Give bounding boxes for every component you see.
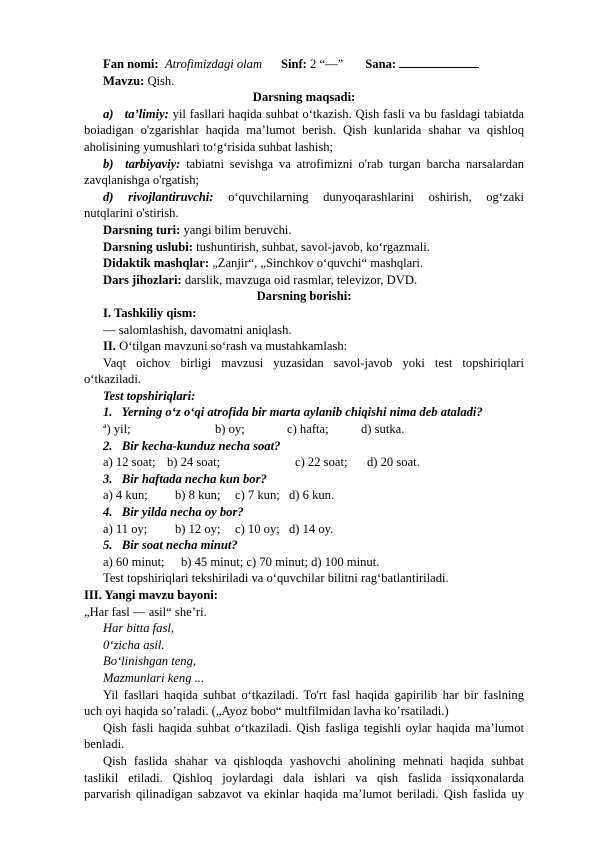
paragraph-2-line2: benladi. (84, 737, 125, 752)
topic-line (84, 73, 524, 90)
section-1-item: — salomlashish, davomatni aniqlash. (103, 322, 292, 337)
option: a) 4 kun; (103, 488, 148, 503)
option: a) 11 oy; (103, 521, 148, 536)
question-4-options (84, 521, 524, 538)
option: d) 6 kun. (289, 488, 335, 503)
poem-line: 0‘zicha asil. (103, 637, 165, 652)
question-4 (84, 504, 524, 521)
poem-line: Mazmunlari keng ... (103, 670, 205, 685)
paragraph-2-line1: Qish fasli haqida suhbat o‘tkaziladi. Qish fasliga tegishli oylar haqida ma’lumot (103, 720, 524, 735)
question-text: Yerning o‘z o‘qi atrofida bir marta aylanib chiqishi nima deb ataladi? (121, 405, 483, 420)
goal-a-line3: aholisining yumushlari to‘g‘risida suhbat lashish; (84, 139, 334, 154)
option: ª) yil; (103, 422, 131, 437)
lesson-method-value: tushuntirish, suhbat, savol-javob, ko‘rgazmali. (196, 239, 430, 254)
paragraph-1-line1: Yil fasllari haqida suhbat o‘tkaziladi. To'rt fasl haqida gapirilib har bir faslning (103, 687, 524, 702)
paragraph-1-line2: uch oyi haqida so’raladi. („Ayoz bobo“ multfilmidan lavha ko’rsatiladi.) (84, 704, 449, 719)
didactic-line (84, 255, 524, 272)
question-text: Bir soat necha minut? (121, 538, 238, 553)
option: b) oy; (215, 422, 245, 437)
lesson-type-line (84, 222, 524, 239)
goal-b-text1: tabiatni sevishga va atrofimizni o'rab turgan barcha narsalardan (186, 156, 524, 171)
question-text: Bir kecha-kunduz necha soat? (121, 438, 281, 453)
equipment-value: darslik, mavzuga oid rasmlar, televizor, DVD. (184, 272, 418, 287)
subject-value: Atrofimizdagi olam (164, 57, 263, 71)
option: c) hafta; (287, 422, 329, 437)
question-number: 3. (103, 471, 113, 486)
option: d) 20 soat. (367, 455, 420, 470)
goal-b-line1 (84, 156, 524, 173)
didactic-value: „Zanjir“, „Sinchkov o‘quvchi“ mashqlari. (212, 256, 424, 271)
test-heading: Test topshiriqlari: (103, 388, 196, 403)
option: b) 45 minut; c) 70 minut; d) 100 minut. (181, 554, 380, 569)
goal-a-line2: boiadigan o'zgarishlar haqida ma’lumot berish. Qish kunlarida shahar va qishloq (84, 123, 524, 138)
date-label: Sana: (365, 57, 397, 71)
option: c) 7 kun; (235, 488, 280, 503)
grade-label: Sinf: (280, 57, 307, 71)
option: b) 12 oy; (175, 521, 221, 536)
question-number: 2. (103, 438, 113, 453)
question-1-options (84, 421, 524, 438)
option: a) 60 minut; (103, 554, 165, 569)
goal-a-line1 (84, 106, 524, 123)
goals-heading: Darsning maqsadi: (252, 90, 356, 105)
question-5 (84, 537, 524, 554)
paragraph-3-line1: Qish faslida shahar va qishloqda yashovchi aholining mehnati haqida suhbat (103, 753, 524, 768)
lesson-type-label: Darsning turi: (103, 222, 181, 237)
procedure-heading: Darsning borishi: (256, 289, 352, 304)
paragraph-3-line2: taslikil etiladi. Qishloq joylardagi dala ishlari va qish faslida issiqxonalarda (84, 770, 524, 785)
section-2-line1: Vaqt oichov birligi mavzusi yuzasidan savol-javob yoki test topshiriqlari (103, 355, 524, 370)
lesson-method-line (84, 239, 524, 256)
lesson-method-label: Darsning uslubi: (103, 239, 193, 254)
paragraph-3-line3: parvarish qilinadigan sabzavot va ekinlar haqida ma’lumot beriladi. Qish faslida uy (84, 787, 524, 802)
goal-a-name: ta’limiy: (124, 106, 169, 121)
poem-title: „Har fasl — asil“ she’ri. (84, 604, 207, 619)
goal-d-label: d) (103, 189, 114, 204)
poem-line: Bo‘linishgan teng, (103, 654, 197, 669)
goal-a-text1: yil fasllari haqida suhbat o‘tkazish. Qish fasli va bu fasldagi tabiatda (172, 106, 524, 121)
question-2 (84, 438, 524, 455)
question-1 (84, 404, 524, 421)
document-page (84, 56, 524, 803)
question-number: 4. (103, 505, 113, 520)
lesson-type-value: yangi bilim beruvchi. (183, 222, 292, 237)
section-2-line2: o‘tkaziladi. (84, 372, 141, 387)
didactic-label: Didaktik mashqlar: (103, 256, 210, 271)
option: a) 12 soat; (103, 455, 156, 470)
option: c) 10 oy; (235, 521, 280, 536)
question-text: Bir haftada necha kun bor? (121, 471, 267, 486)
option: d) 14 oy. (289, 521, 334, 536)
date-blank (399, 56, 479, 68)
section-3-title: III. Yangi mavzu bayoni: (84, 588, 218, 602)
question-3-options (84, 487, 524, 504)
question-5-options (84, 554, 524, 571)
subject-label: Fan nomi: (103, 57, 159, 71)
test-check-line: Test topshiriqlari tekshiriladi va o‘quvchilar bilitni rag‘batlantiriladi. (103, 571, 449, 586)
grade-value: 2 “––” (310, 57, 344, 71)
goal-b-label: b) (103, 156, 114, 171)
question-text: Bir yilda necha oy bor? (121, 505, 244, 520)
goal-b-name: tarbiyaviy: (125, 156, 181, 171)
question-2-options (84, 454, 524, 471)
goal-d-text1: o‘quvchilarning dunyoqarashlarini oshirish, og‘zaki (228, 189, 524, 204)
question-number: 1. (103, 405, 113, 420)
equipment-label: Dars jihozlari: (103, 272, 182, 287)
goal-d-line1 (84, 189, 524, 206)
section-2-num: II. (103, 339, 116, 354)
topic-label: Mavzu: (103, 73, 145, 88)
section-2-title-line (84, 338, 524, 355)
option: b) 8 kun; (175, 488, 221, 503)
poem-line: Har bitta fasl, (103, 621, 175, 636)
header-line (84, 56, 524, 73)
section-1-title: I. Tashkiliy qism: (103, 305, 197, 320)
goal-a-label: a) (103, 106, 114, 121)
goal-d-name: rivojlantiruvchi: (128, 189, 214, 204)
option: b) 24 soat; (167, 455, 221, 470)
option: c) 22 soat; (295, 455, 348, 470)
option: d) sutka. (361, 422, 405, 437)
goal-b-line2: zavqlanishga o'rgatish; (84, 173, 200, 188)
section-2-title: O‘tilgan mavzuni so‘rash va mustahkamlash: (119, 339, 348, 354)
question-3 (84, 471, 524, 488)
question-number: 5. (103, 538, 113, 553)
goal-d-line2: nutqlarini o'stirish. (84, 206, 179, 221)
equipment-line (84, 272, 524, 289)
topic-value: Qish. (147, 73, 175, 88)
